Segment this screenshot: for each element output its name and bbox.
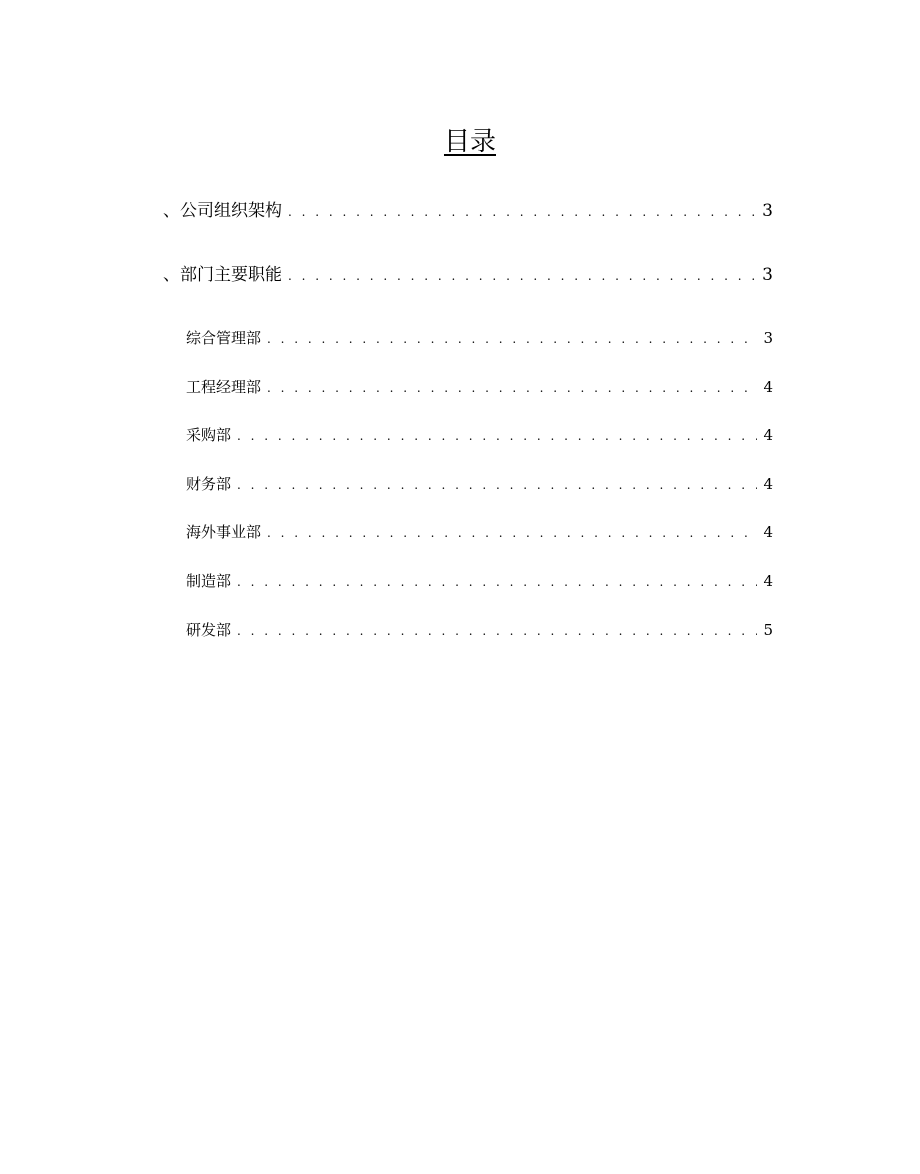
toc-entry-research-development[interactable]: [186, 618, 773, 642]
toc-entry-procurement[interactable]: [186, 423, 773, 447]
toc-entry-company-structure[interactable]: [163, 197, 773, 225]
toc-entry-label: 研发部: [186, 621, 232, 639]
toc-entry-label: 采购部: [186, 426, 232, 444]
toc-entry-general-management[interactable]: [186, 326, 773, 350]
toc-entry-overseas-business[interactable]: [186, 520, 773, 544]
toc-entry-engineering-management[interactable]: [186, 375, 773, 399]
toc-entry-label: 工程经理部: [186, 378, 262, 396]
toc-entry-department-functions[interactable]: [163, 261, 773, 289]
toc-page-number: 3: [762, 265, 773, 285]
toc-dot-leader: [237, 570, 757, 594]
toc-page-number: 4: [763, 523, 773, 541]
toc-page-number: 5: [763, 621, 773, 639]
toc-entry-label: 财务部: [186, 475, 232, 493]
toc-dot-leader: [288, 198, 756, 226]
toc-title: 目录: [443, 127, 496, 157]
toc-entry-label: 、公司组织架构: [163, 201, 282, 221]
toc-page-number: 3: [762, 201, 773, 221]
toc-dot-leader: [267, 376, 757, 400]
toc-dot-leader: [267, 327, 757, 351]
toc-page-number: 4: [763, 426, 773, 444]
toc-page-number: 3: [763, 329, 773, 347]
toc-dot-leader: [267, 521, 757, 545]
toc-entry-finance[interactable]: [186, 472, 773, 496]
toc-page-number: 4: [763, 475, 773, 493]
toc-page-number: 4: [763, 378, 773, 396]
toc-entry-label: 、部门主要职能: [163, 265, 282, 285]
toc-entry-label: 海外事业部: [186, 523, 262, 541]
toc-entry-manufacturing[interactable]: [186, 569, 773, 593]
toc-dot-leader: [237, 619, 757, 643]
toc-dot-leader: [237, 424, 757, 448]
toc-entry-label: 综合管理部: [186, 329, 262, 347]
toc-dot-leader: [237, 473, 757, 497]
toc-page-number: 4: [763, 572, 773, 590]
toc-entry-label: 制造部: [186, 572, 232, 590]
toc-dot-leader: [288, 262, 756, 290]
